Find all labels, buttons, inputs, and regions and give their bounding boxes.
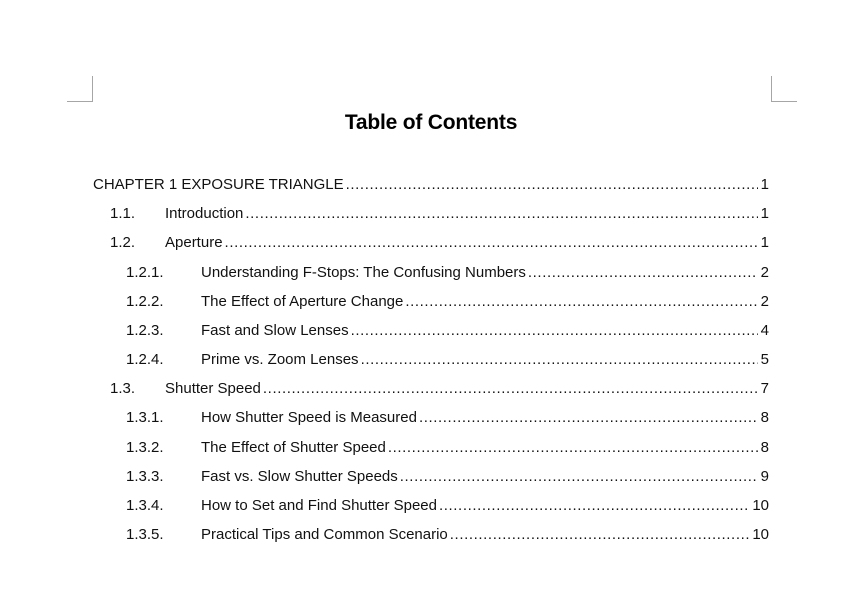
toc-entry[interactable] [0,520,854,549]
toc-entry-number: 1.2.3. [126,321,164,339]
toc-entry-title: Practical Tips and Common Scenario [201,526,448,544]
toc-entry-title: Introduction [165,205,244,223]
toc-dot-leader [419,403,758,432]
toc-entry[interactable] [0,258,854,287]
toc-entry-number: 1.3.2. [126,438,164,456]
page-margin-corner-top-right [771,76,797,102]
toc-entry-number: 1.2.4. [126,351,164,369]
toc-entry-title: CHAPTER 1 EXPOSURE TRIANGLE [93,176,344,193]
toc-dot-leader [439,491,749,520]
toc-entry-page-number: 2 [760,292,769,310]
toc-entry-title: How Shutter Speed is Measured [201,409,417,427]
toc-entry[interactable] [0,491,854,520]
toc-dot-leader [388,433,758,462]
toc-entry-number: 1.3.1. [126,409,164,427]
toc-entry-number: 1.3.5. [126,526,164,544]
toc-entry[interactable] [0,316,854,345]
toc-entry-page-number: 1 [760,205,769,223]
toc-entry[interactable] [0,374,854,403]
toc-entry-page-number: 8 [760,409,769,427]
toc-entry-title: Aperture [165,234,223,252]
toc-entry-page-number: 7 [760,380,769,398]
toc-entry-title: The Effect of Shutter Speed [201,438,386,456]
toc-entry[interactable] [0,228,854,257]
toc-dot-leader [361,345,758,374]
toc-entry-page-number: 10 [752,496,769,514]
toc-entry-title: Prime vs. Zoom Lenses [201,351,359,369]
toc-dot-leader [351,316,758,345]
page-margin-corner-top-left [67,76,93,102]
toc-entry-title: Fast vs. Slow Shutter Speeds [201,467,398,485]
toc-entry-page-number: 5 [760,351,769,369]
toc-dot-leader [263,374,758,403]
toc-entry-title: Shutter Speed [165,380,261,398]
toc-entry-number: 1.1. [110,205,136,223]
toc-dot-leader [346,170,758,199]
toc-dot-leader [225,228,758,257]
toc-entry-page-number: 4 [760,321,769,339]
toc-dot-leader [400,462,758,491]
toc-dot-leader [245,199,757,228]
toc-entry[interactable] [0,287,854,316]
toc-title: Table of Contents [344,111,518,134]
toc-entry-number: 1.3.4. [126,496,164,514]
toc-entry-title: Fast and Slow Lenses [201,321,349,339]
toc-entry[interactable] [0,345,854,374]
toc-entry-page-number: 1 [760,176,769,193]
toc-entry-page-number: 9 [760,467,769,485]
toc-entry[interactable] [0,462,854,491]
toc-entry[interactable] [0,403,854,432]
toc-entry-title: Understanding F-Stops: The Confusing Numbers [201,263,526,281]
toc-entry-number: 1.2.2. [126,292,164,310]
toc-entry[interactable] [0,433,854,462]
toc-entry-page-number: 8 [760,438,769,456]
toc-entry-page-number: 10 [752,526,769,544]
toc-entry-title: How to Set and Find Shutter Speed [201,496,437,514]
toc-entry-number: 1.3.3. [126,467,164,485]
toc-dot-leader [450,520,750,549]
toc-entry-number: 1.2. [110,234,136,252]
toc-dot-leader [405,287,757,316]
toc-entry-number: 1.3. [110,380,136,398]
toc-entry-page-number: 2 [760,263,769,281]
toc-entry-title: The Effect of Aperture Change [201,292,404,310]
toc-dot-leader [528,258,758,287]
toc-entry[interactable] [0,170,854,199]
toc-entry[interactable] [0,199,854,228]
toc-entry-number: 1.2.1. [126,263,164,281]
toc-entry-page-number: 1 [760,234,769,252]
